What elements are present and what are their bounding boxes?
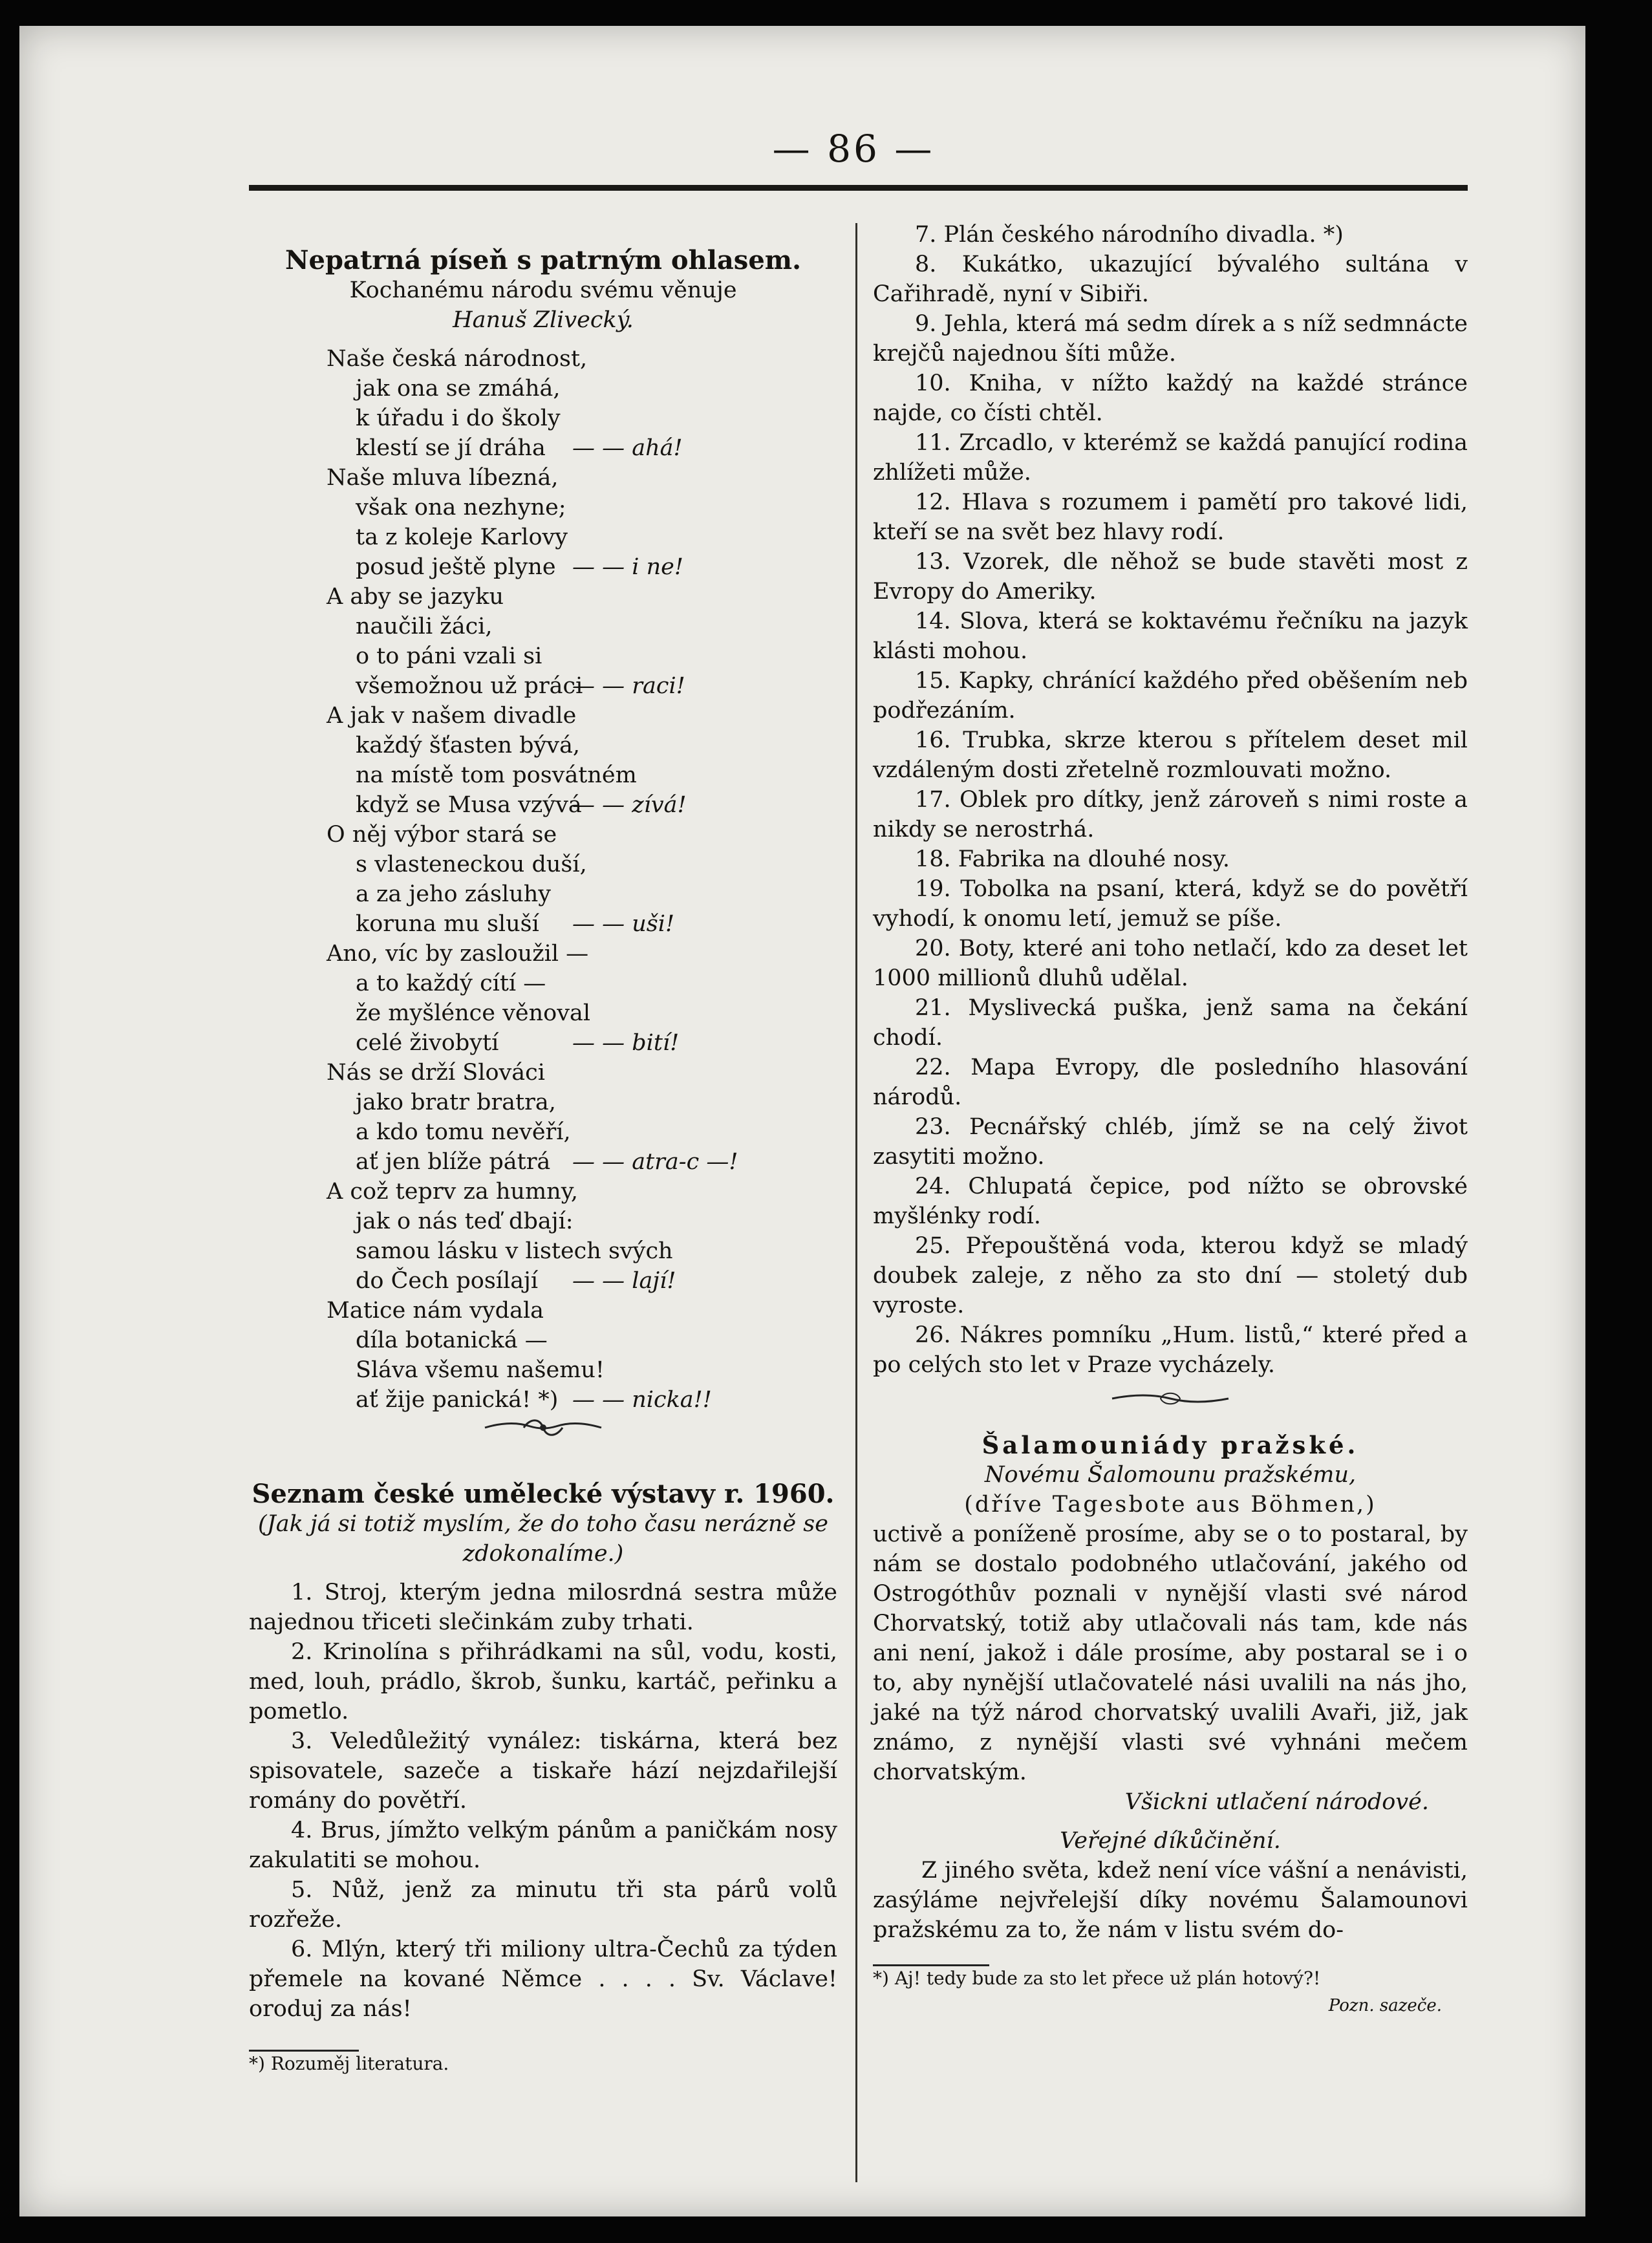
exhibition-item: 3. Veledůležitý vynález: tiskárna, která bez spisovatele, sazeče a tiskaře hází nejzdařilejší romány do povětří. <box>249 1728 837 1814</box>
exhibition-item: 25. Přepouštěná voda, kterou když se mladý doubek zaleje, z něho za sto dní — stoletý dub vyroste. <box>873 1233 1468 1318</box>
footnote-signature: Pozn. sazeče. <box>1328 1996 1442 2015</box>
poem-line <box>249 582 837 612</box>
exhibition-item: 26. Nákres pomníku „Hum. listů,“ které před a po celých sto let v Praze vycházely. <box>873 1322 1468 1378</box>
poem-line <box>249 1028 837 1058</box>
poem-line-text: ať jen blíže pátrá <box>356 1149 551 1175</box>
poem-line <box>249 1147 837 1177</box>
poem-body <box>249 344 837 1415</box>
poem-line-refrain: — — zívá! <box>572 792 687 818</box>
exhibition-item: 9. Jehla, která má sedm dírek a s níž sedmnácte krejčů najednou šíti může. <box>873 311 1468 367</box>
poem-line-text: však ona nezhyne; <box>356 495 566 521</box>
poem-line <box>249 879 837 909</box>
poem-line-text: klestí se jí dráha <box>356 435 546 461</box>
exhibition-item: 5. Nůž, jenž za minutu tři sta párů volů rozřeže. <box>249 1877 837 1933</box>
poem-line-text: k úřadu i do školy <box>356 405 561 431</box>
poem-line <box>249 1207 837 1236</box>
poem-line-text: a to každý cítí — <box>356 971 546 996</box>
salamouniady-title: Šalamouniády pražské. <box>982 1431 1359 1459</box>
poem-line <box>249 731 837 760</box>
poem-line-text: Naše mluva líbezná, <box>327 465 559 491</box>
page-number: — 86 — <box>772 127 935 171</box>
poem-line <box>249 1266 837 1296</box>
poem-line <box>249 909 837 939</box>
poem-line <box>249 522 837 552</box>
poem-line <box>249 403 837 433</box>
poem-line-text: A aby se jazyku <box>327 584 504 610</box>
poem-line-refrain: — — atra-c —! <box>572 1149 738 1175</box>
salamouniady-subtitle2: (dříve Tagesbote aus Böhmen,) <box>964 1492 1377 1518</box>
exhibition-item: 23. Pecnářský chléb, jímž se na celý život zasytiti možno. <box>873 1114 1468 1170</box>
poem-line <box>249 612 837 641</box>
ornament-divider-right <box>1106 1389 1235 1408</box>
left-column <box>249 246 837 2076</box>
poem-line <box>249 1058 837 1088</box>
poem-line <box>249 641 837 671</box>
exhibition-item: 18. Fabrika na dlouhé nosy. <box>915 846 1230 872</box>
poem-line-refrain: — — lají! <box>572 1268 676 1294</box>
poem-line-text: naučili žáci, <box>356 614 493 639</box>
poem-line-text: a kdo tomu nevěří, <box>356 1119 571 1145</box>
poem-line-text: Nás se drží Slováci <box>327 1060 545 1086</box>
poem-line-text: jak o nás teď dbají: <box>356 1208 574 1234</box>
poem-line-text: Sláva všemu našemu! <box>356 1357 605 1383</box>
exhibition-item: 8. Kukátko, ukazující bývalého sultána v Cařihradě, nyní v Sibiři. <box>873 252 1468 307</box>
exhibition-item: 2. Krinolína s přihrádkami na sůl, vodu, kosti, med, louh, prádlo, škrob, šunku, kartáč, peřinku a pometlo. <box>249 1639 837 1724</box>
poem-line-refrain: — — ahá! <box>572 435 683 461</box>
exhibition-item: 6. Mlýn, který tři miliony ultra-Čechů za týden přemele na kované Němce . . . . Sv. Václave! oroduj za nás! <box>249 1937 837 2022</box>
exhibition-item: 11. Zrcadlo, v kterémž se každá panující rodina zhlížeti může. <box>873 430 1468 486</box>
poem-line <box>249 1236 837 1266</box>
exhibition-list-left <box>249 1578 837 2024</box>
poem-line-text: Ano, víc by zasloužil — <box>327 941 589 967</box>
poem-line-text: s vlasteneckou duší, <box>356 852 587 877</box>
exhibition-item: 4. Brus, jímžto velkým pánům a paničkám nosy zakulatiti se mohou. <box>249 1818 837 1873</box>
poem-line-text: každý šťasten bývá, <box>356 733 581 758</box>
exhibition-item: 12. Hlava s rozumem i pamětí pro takové lidi, kteří se na svět bez hlavy rodí. <box>873 489 1468 545</box>
poem-line-text: ať žije panická! *) <box>356 1387 559 1413</box>
poem-line-refrain: — — i ne! <box>572 554 683 580</box>
poem-line-text: celé živobytí <box>356 1030 499 1056</box>
poem-line <box>249 552 837 582</box>
poem-dedication: Kochanému národu svému věnuje <box>349 277 737 303</box>
poem-line-text: A což teprv za humny, <box>327 1179 578 1205</box>
poem-line <box>249 939 837 969</box>
footnote-right: *) Aj! tedy bude za sto let přece už plán hotový?! <box>873 1968 1321 1989</box>
exhibition-item: 24. Chlupatá čepice, pod nížto se obrovské myšlénky rodí. <box>873 1174 1468 1229</box>
poem-line <box>249 1325 837 1355</box>
poem-line-text: koruna mu sluší <box>356 911 539 937</box>
exhibition-item: 13. Vzorek, dle něhož se bude stavěti most z Evropy do Ameriky. <box>873 549 1468 605</box>
ornament-divider <box>478 1415 608 1441</box>
poem-line-text: jak ona se zmáhá, <box>356 376 561 402</box>
poem-line <box>249 1117 837 1147</box>
salamouniady-signature: Všickni utlačení národové. <box>1124 1789 1429 1815</box>
poem-line-text: Matice nám vydala <box>327 1298 544 1324</box>
exhibition-list-right <box>873 220 1468 1380</box>
poem-line-refrain: — — uši! <box>572 911 675 937</box>
poem-line-text: na místě tom posvátném <box>356 762 637 788</box>
exhibition-item: 10. Kniha, v nížto každý na každé stránce najde, co čísti chtěl. <box>873 370 1468 426</box>
poem-line <box>249 463 837 493</box>
exhibition-item: 14. Slova, která se koktavému řečníku na jazyk klásti mohou. <box>873 608 1468 664</box>
poem-line <box>249 374 837 403</box>
poem-line-text: Naše česká národnost, <box>327 346 588 372</box>
header-rule <box>249 185 1468 191</box>
exhibition-item: 1. Stroj, kterým jedna milosrdná sestra může najednou třiceti slečinkám zuby trhati. <box>249 1580 837 1635</box>
exhibition-item: 15. Kapky, chránící každého před oběšením neb podřezáním. <box>873 668 1468 724</box>
poem-line <box>249 1088 837 1117</box>
poem-line-text: O něj výbor stará se <box>327 822 557 848</box>
exhibition-subtitle: (Jak já si totiž myslím, že do toho času nerázně se zdokonalíme.) <box>258 1511 828 1567</box>
poem-line-text: ta z koleje Karlovy <box>356 524 568 550</box>
footnote-left: *) Rozuměj literatura. <box>249 2053 449 2074</box>
poem-line <box>249 1385 837 1415</box>
exhibition-item: 20. Boty, které ani toho netlačí, kdo za deset let 1000 millionů dluhů udělal. <box>873 936 1468 991</box>
poem-line-text: všemožnou už práci <box>356 673 583 699</box>
poem-line <box>249 998 837 1028</box>
poem-line-text: a za jeho zásluhy <box>356 881 552 907</box>
exhibition-title: Seznam české umělecké výstavy r. 1960. <box>252 1479 835 1509</box>
poem-line-text: samou lásku v listech svých <box>356 1238 673 1264</box>
poem-line-text: A jak v našem divadle <box>327 703 577 729</box>
thanks-title: Veřejné díkůčinění. <box>1060 1828 1281 1854</box>
poem-line <box>249 433 837 463</box>
salamouniady-paragraph: uctivě a poníženě prosíme, aby se o to postaral, by nám se dostalo podobného utlačování, jakého od Ostrogóthův poznali v nynější vlasti své národ Chorvatský, totiž aby utlačovali nás tam, kde nás ani není, jakož i dále prosíme, aby postaral se i o to, aby nynější utlačovatelé nási uvalili na nás jho, jaké na týž národ chorvatský uvalili Avaři, již, jak známo, z nynější vlasti své vyhnáni mečem chorvatským. <box>873 1521 1468 1785</box>
exhibition-item: 19. Tobolka na psaní, která, když se do povětří vyhodí, k onomu letí, jemuž se píše. <box>873 876 1468 932</box>
poem-line <box>249 820 837 850</box>
poem-line-text: o to páni vzali si <box>356 643 542 669</box>
poem-line-refrain: — — bití! <box>572 1030 680 1056</box>
poem-line <box>249 701 837 731</box>
column-divider <box>855 223 857 2182</box>
poem-line <box>249 1355 837 1385</box>
poem-line-refrain: — — raci! <box>572 673 685 699</box>
poem-line <box>249 344 837 374</box>
exhibition-item: 7. Plán českého národního divadla. *) <box>915 222 1344 248</box>
exhibition-item: 17. Oblek pro dítky, jenž zároveň s nimi roste a nikdy se nerostrhá. <box>873 787 1468 842</box>
exhibition-item: 21. Myslivecká puška, jenž sama na čekání chodí. <box>873 995 1468 1051</box>
poem-title: Nepatrná píseň s patrným ohlasem. <box>284 245 802 275</box>
poem-line-refrain: — — nicka!! <box>572 1387 712 1413</box>
exhibition-item: 22. Mapa Evropy, dle posledního hlasování národů. <box>873 1055 1468 1110</box>
poem-line-text: jako bratr bratra, <box>356 1089 556 1115</box>
poem-line-text: do Čech posílají <box>356 1268 539 1294</box>
poem-line <box>249 850 837 879</box>
exhibition-item: 16. Trubka, skrze kterou s přítelem deset mil vzdáleným dosti zřetelně rozmlouvati možno. <box>873 727 1468 783</box>
poem-author: Hanuš Zlivecký. <box>453 307 634 333</box>
poem-line <box>249 790 837 820</box>
poem-line <box>249 760 837 790</box>
poem-line-text: posud ještě plyne <box>356 554 556 580</box>
salamouniady-subtitle: Novému Šalomounu pražskému, <box>984 1462 1357 1488</box>
poem-line <box>249 493 837 522</box>
poem-line <box>249 969 837 998</box>
poem-line <box>249 1296 837 1325</box>
right-column <box>873 220 1468 2021</box>
poem-line-text: díla botanická — <box>356 1327 548 1353</box>
poem-line-text: že myšlénce věnoval <box>356 1000 591 1026</box>
poem-line-text: když se Musa vzývá <box>356 792 582 818</box>
poem-line <box>249 1177 837 1207</box>
thanks-paragraph: Z jiného světa, kdež není více vášní a nenávisti, zasýláme nejvřelejší díky novému Šalamounovi pražskému za to, že nám v listu svém do- <box>873 1858 1468 1943</box>
poem-line <box>249 671 837 701</box>
